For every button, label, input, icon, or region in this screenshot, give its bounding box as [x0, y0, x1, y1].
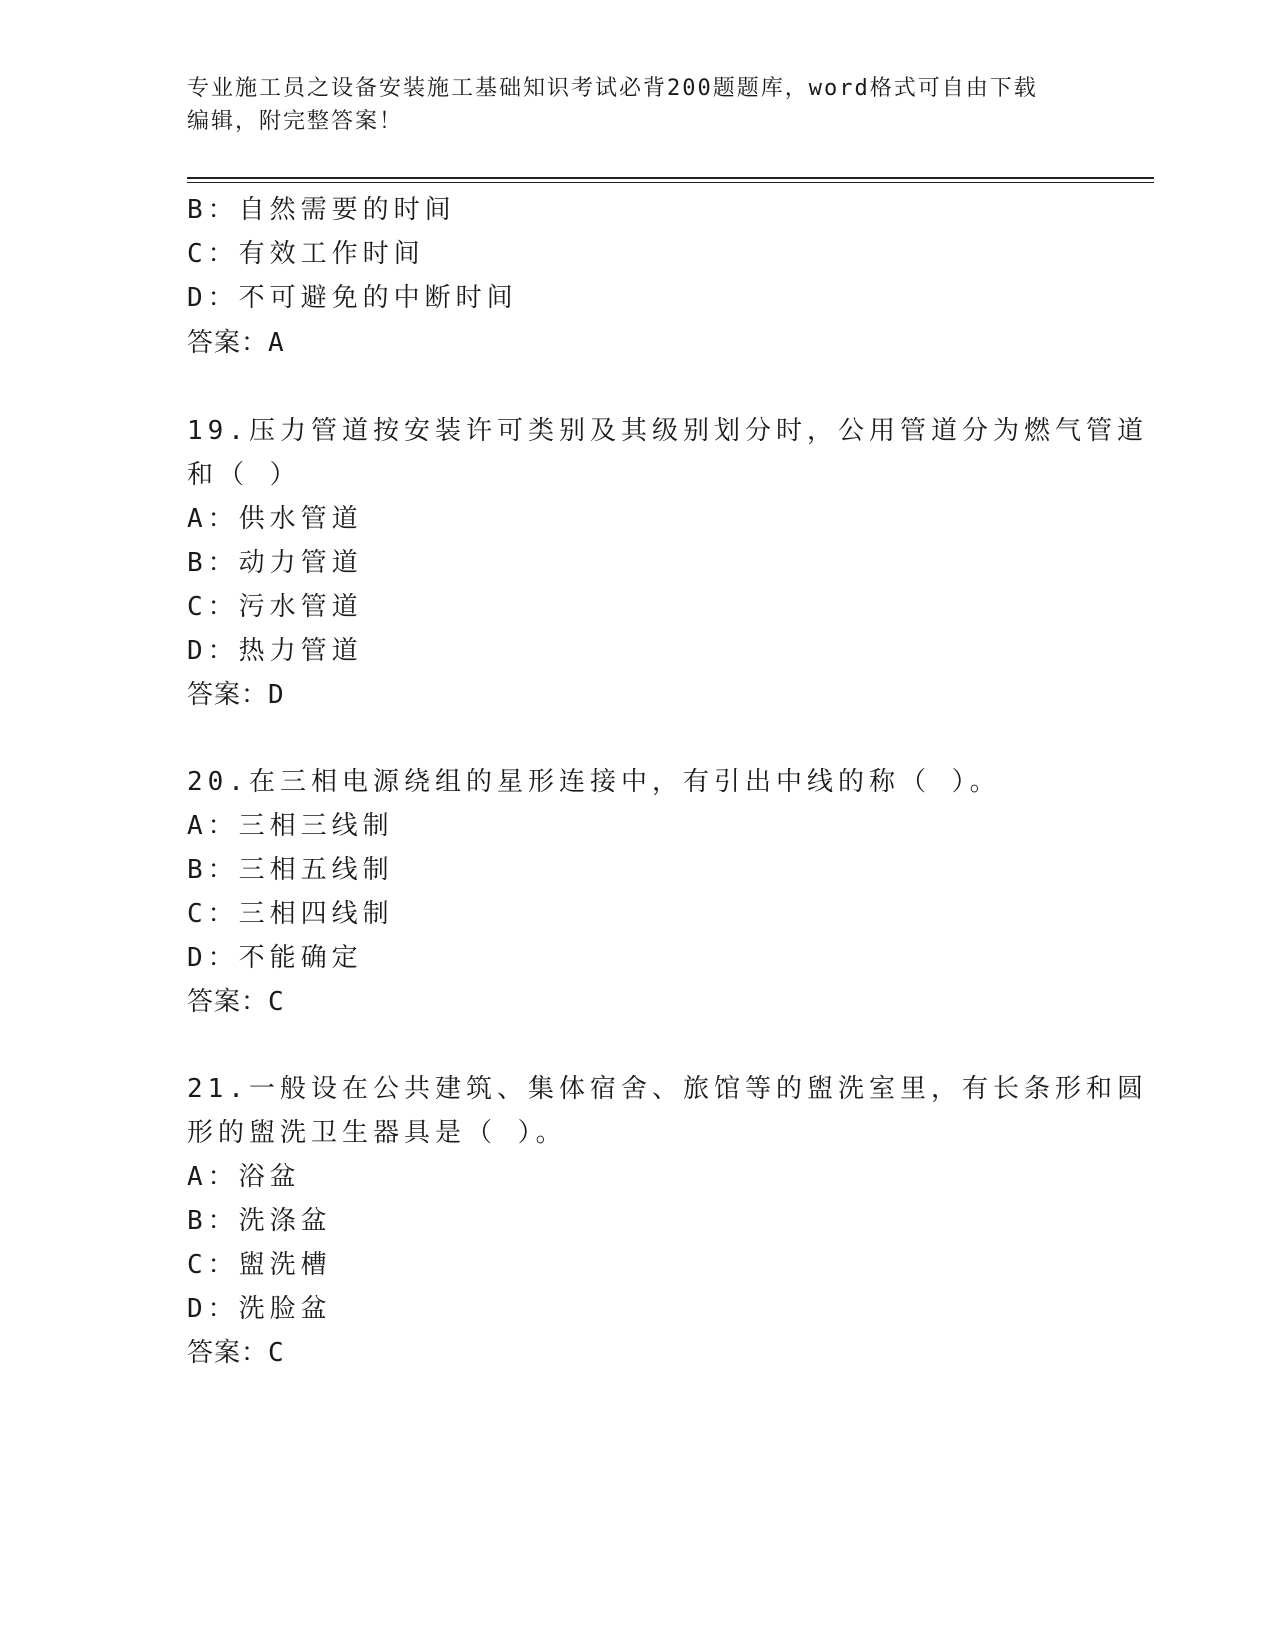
q18-option-c: C：有效工作时间	[187, 239, 425, 269]
q21-question-line-1: 21.一般设在公共建筑、集体宿舍、旅馆等的盥洗室里，有长条形和圆	[187, 1074, 1148, 1104]
q20-option-b: B：三相五线制	[187, 855, 394, 885]
q20-option-a: A：三相三线制	[187, 811, 394, 841]
header-title-line-1: 专业施工员之设备安装施工基础知识考试必背200题题库，word格式可自由下载	[187, 76, 1038, 101]
q20-option-c: C：三相四线制	[187, 899, 394, 929]
q20-answer: 答案：C	[187, 987, 285, 1017]
q19-answer: 答案：D	[187, 680, 285, 710]
q20-question-line-1: 20.在三相电源绕组的星形连接中，有引出中线的称（ ）。	[187, 767, 1001, 797]
q19-question-line-2: 和（ ）	[187, 460, 301, 490]
q18-option-d: D：不可避免的中断时间	[187, 283, 518, 313]
q21-option-a: A：浴盆	[187, 1162, 301, 1192]
header-divider-thin	[187, 182, 1154, 183]
q21-question-line-2: 形的盥洗卫生器具是（ ）。	[187, 1118, 567, 1148]
q18-option-b: B：自然需要的时间	[187, 195, 456, 225]
q20-option-d: D：不能确定	[187, 943, 363, 973]
q19-option-a: A：供水管道	[187, 504, 363, 534]
q19-option-c: C：污水管道	[187, 592, 363, 622]
q21-answer: 答案：C	[187, 1338, 285, 1368]
q18-answer: 答案：A	[187, 328, 285, 358]
q21-option-d: D：洗脸盆	[187, 1294, 332, 1324]
header-divider-thick	[187, 177, 1154, 179]
q21-option-c: C：盥洗槽	[187, 1250, 332, 1280]
q19-option-d: D：热力管道	[187, 636, 363, 666]
q19-option-b: B：动力管道	[187, 548, 363, 578]
header-title-line-2: 编辑，附完整答案！	[187, 109, 404, 134]
document-header	[187, 72, 1077, 138]
q21-option-b: B：洗涤盆	[187, 1206, 332, 1236]
q19-question-line-1: 19.压力管道按安装许可类别及其级别划分时，公用管道分为燃气管道	[187, 416, 1148, 446]
